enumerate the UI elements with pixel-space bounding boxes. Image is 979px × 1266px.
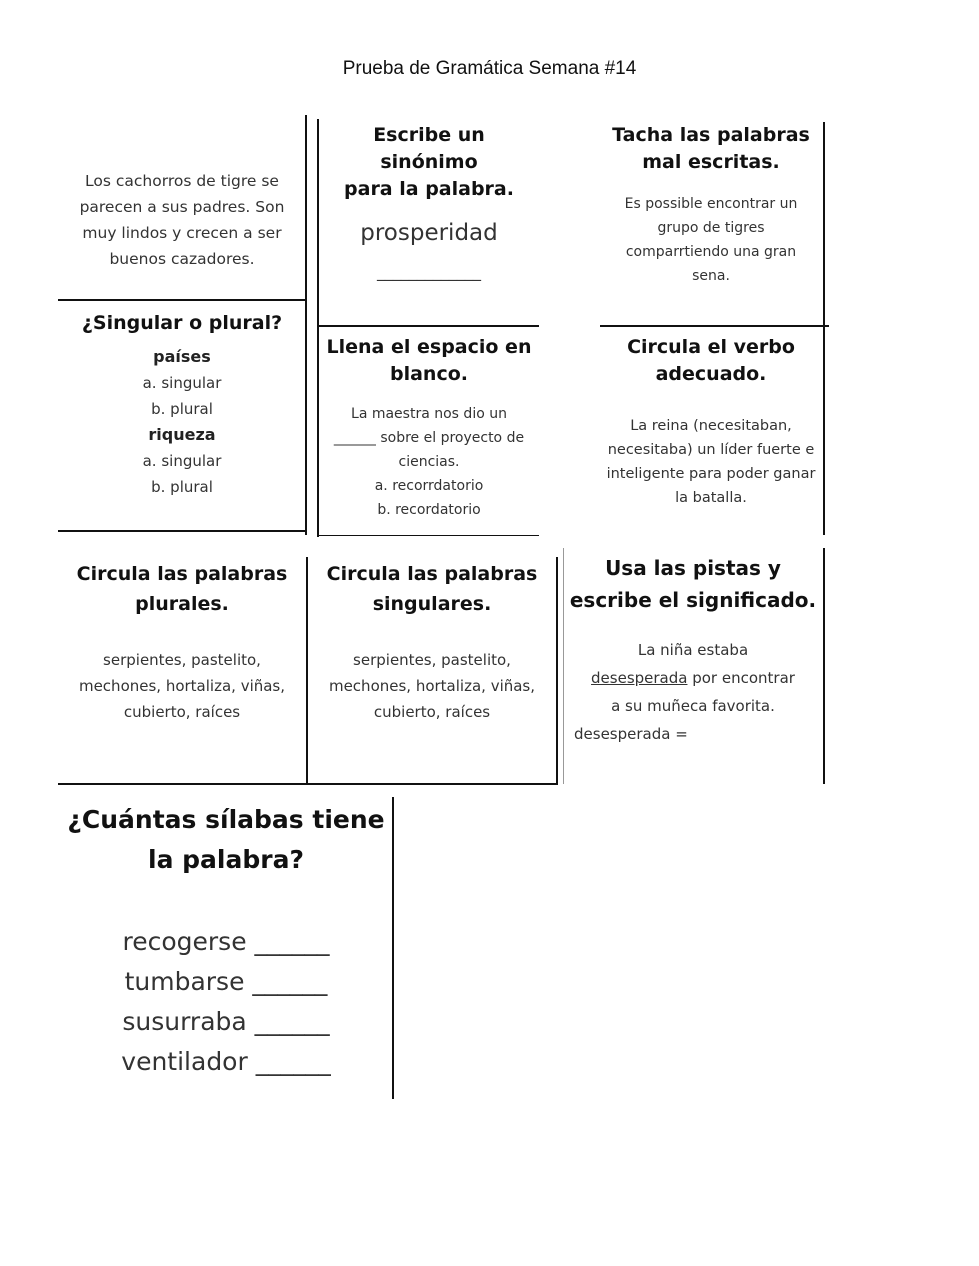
divider	[58, 299, 306, 301]
fill-blank-heading-2: blanco.	[390, 363, 468, 385]
plurals-box	[60, 559, 304, 725]
fill-blank-line: ______ sobre el proyecto de	[333, 430, 525, 446]
clues-heading-1: Usa las pistas y	[605, 556, 781, 580]
word-list: serpientes, pastelito,	[103, 651, 261, 669]
option-a[interactable]: a. singular	[142, 374, 222, 392]
singulars-heading-1: Circula las palabras	[326, 563, 538, 585]
divider	[305, 115, 307, 535]
misspelled-text: Es possible encontrar un grupo de tigres comparrtiendo una gran sena.	[624, 196, 798, 284]
syllable-word[interactable]: tumbarse ______	[124, 967, 328, 996]
option-b[interactable]: b. plural	[151, 400, 213, 418]
clues-box	[566, 552, 820, 748]
synonym-box	[322, 122, 536, 281]
synonym-heading-1: Escribe un sinónimo	[373, 124, 485, 173]
singulars-heading-2: singulares.	[372, 593, 492, 615]
syllables-box	[64, 800, 388, 1082]
syllable-word[interactable]: susurraba ______	[122, 1007, 330, 1036]
divider	[306, 557, 308, 784]
fill-blank-heading-1: Llena el espacio en	[326, 336, 532, 358]
divider	[600, 325, 829, 327]
clues-line	[566, 664, 820, 692]
syllables-heading-1: ¿Cuántas sílabas tiene	[67, 805, 385, 834]
synonym-blank[interactable]: _____________	[377, 262, 481, 281]
option-a[interactable]: a. recorrdatorio	[374, 478, 484, 494]
word-list: mechones, hortaliza, viñas,	[328, 677, 536, 695]
word-paises: países	[153, 347, 211, 366]
divider	[317, 325, 539, 327]
option-a[interactable]: a. singular	[142, 452, 222, 470]
singulars-box	[310, 559, 554, 725]
singular-plural-box	[60, 310, 304, 500]
synonym-heading-2: para la palabra.	[344, 178, 514, 200]
divider	[823, 548, 825, 784]
option-b[interactable]: b. plural	[151, 478, 213, 496]
divider	[556, 557, 558, 784]
divider	[823, 122, 825, 535]
misspelled-heading-2: mal escritas.	[642, 151, 780, 173]
divider	[563, 548, 564, 784]
page-title: Prueba de Gramática Semana #14	[342, 58, 637, 79]
misspelled-heading-1: Tacha las palabras	[612, 124, 810, 146]
clues-line-rest: por encontrar	[687, 669, 795, 687]
answer-label[interactable]: desesperada =	[574, 725, 688, 743]
word-list: serpientes, pastelito,	[353, 651, 511, 669]
misspelled-box	[602, 122, 820, 288]
divider	[58, 783, 558, 785]
fill-blank-line: ciencias.	[398, 454, 460, 470]
syllable-word[interactable]: recogerse ______	[122, 927, 330, 956]
syllable-word[interactable]: ventilador ______	[121, 1047, 331, 1076]
fill-blank-line: La maestra nos dio un	[351, 406, 507, 422]
syllables-heading-2: la palabra?	[148, 845, 304, 874]
divider	[317, 119, 319, 537]
verb-heading-2: adecuado.	[655, 363, 767, 385]
divider	[58, 530, 306, 532]
verb-box	[602, 334, 820, 510]
clues-heading-2: escribe el significado.	[569, 588, 817, 612]
synonym-word: prosperidad	[360, 220, 498, 246]
divider	[392, 797, 394, 1099]
option-b[interactable]: b. recordatorio	[377, 502, 481, 518]
word-list: cubierto, raíces	[123, 703, 241, 721]
verb-heading-1: Circula el verbo	[627, 336, 795, 358]
divider	[317, 535, 539, 536]
clues-line: a su muñeca favorita.	[611, 697, 775, 715]
verb-text: La reina (necesitaban, necesitaba) un líder fuerte e inteligente para poder ganar la batalla.	[606, 418, 816, 506]
plurals-heading-1: Circula las palabras	[76, 563, 288, 585]
fill-blank-box	[322, 334, 536, 522]
word-riqueza: riqueza	[148, 425, 216, 444]
plurals-heading-2: plurales.	[135, 593, 229, 615]
underlined-word: desesperada	[591, 669, 688, 687]
singular-plural-heading: ¿Singular o plural?	[81, 312, 283, 334]
word-list: mechones, hortaliza, viñas,	[78, 677, 286, 695]
clues-line: La niña estaba	[637, 641, 749, 659]
syllable-word-list	[64, 922, 388, 1082]
word-list: cubierto, raíces	[373, 703, 491, 721]
passage-text: Los cachorros de tigre se parecen a sus padres. Son muy lindos y crecen a ser buenos cazadores.	[79, 172, 285, 268]
